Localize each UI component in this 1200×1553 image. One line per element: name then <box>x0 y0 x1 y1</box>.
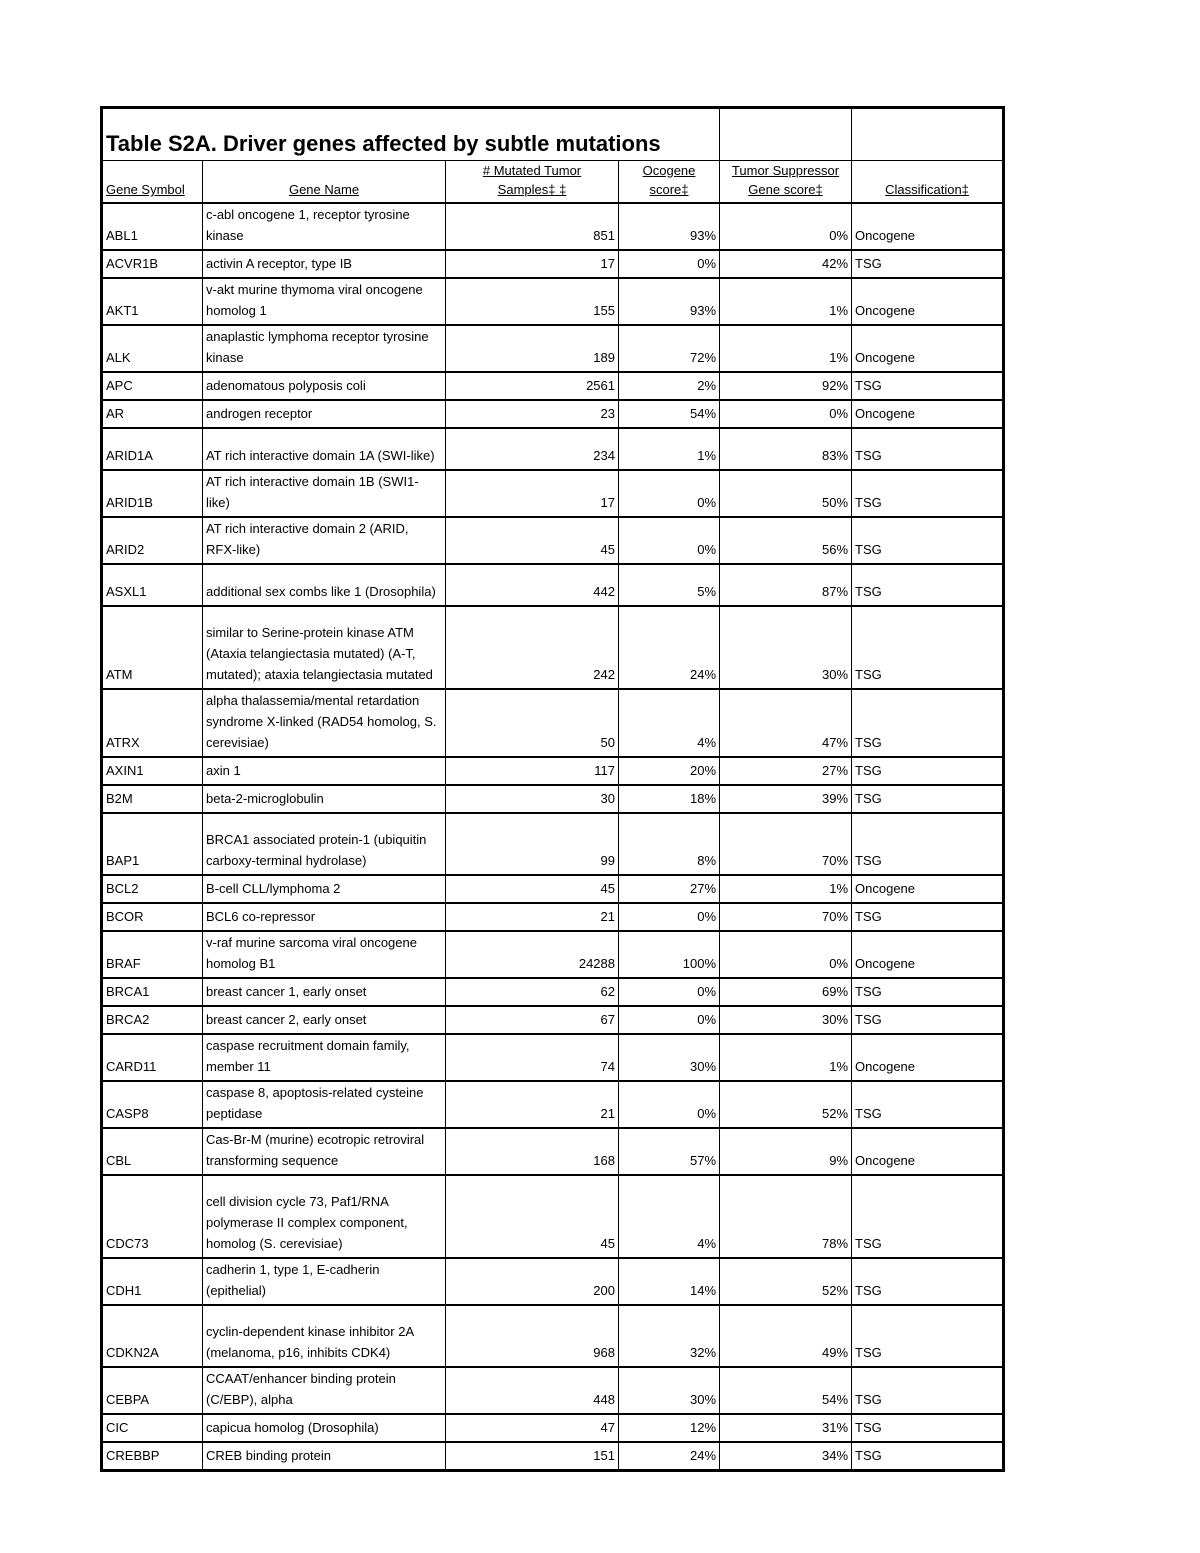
table-row <box>102 931 1004 978</box>
table-row <box>102 1175 1004 1258</box>
tsg-score-cell: 30% <box>720 1006 852 1034</box>
mutated-samples-cell: 45 <box>446 875 619 903</box>
gene-name-cell: AT rich interactive domain 1B (SWI1-like) <box>203 470 446 517</box>
oncogene-score-cell: 57% <box>619 1128 720 1175</box>
gene-symbol-cell: CEBPA <box>102 1367 203 1414</box>
gene-name-cell: cyclin-dependent kinase inhibitor 2A (melanoma, p16, inhibits CDK4) <box>203 1305 446 1367</box>
gene-name-cell: beta-2-microglobulin <box>203 785 446 813</box>
tsg-score-cell: 0% <box>720 400 852 428</box>
mutated-samples-cell: 2561 <box>446 372 619 400</box>
table-row <box>102 1081 1004 1128</box>
gene-symbol-cell: AKT1 <box>102 278 203 325</box>
gene-symbol-cell: ASXL1 <box>102 564 203 606</box>
mutated-samples-cell: 168 <box>446 1128 619 1175</box>
classification-cell: TSG <box>852 1081 1004 1128</box>
classification-cell: TSG <box>852 517 1004 564</box>
oncogene-score-cell: 0% <box>619 903 720 931</box>
mutated-samples-cell: 117 <box>446 757 619 785</box>
mutated-samples-cell: 99 <box>446 813 619 875</box>
title-empty-cell <box>720 108 852 161</box>
gene-name-cell: c-abl oncogene 1, receptor tyrosine kinase <box>203 203 446 250</box>
mutated-samples-cell: 442 <box>446 564 619 606</box>
gene-symbol-cell: APC <box>102 372 203 400</box>
tsg-score-cell: 70% <box>720 813 852 875</box>
table-row <box>102 325 1004 372</box>
tsg-score-cell: 69% <box>720 978 852 1006</box>
oncogene-score-cell: 18% <box>619 785 720 813</box>
gene-symbol-cell: AXIN1 <box>102 757 203 785</box>
mutated-samples-cell: 74 <box>446 1034 619 1081</box>
table-row <box>102 1414 1004 1442</box>
gene-name-cell: activin A receptor, type IB <box>203 250 446 278</box>
mutated-samples-cell: 24288 <box>446 931 619 978</box>
gene-symbol-cell: ARID1B <box>102 470 203 517</box>
table-row <box>102 606 1004 689</box>
gene-symbol-cell: CDH1 <box>102 1258 203 1305</box>
tsg-score-cell: 49% <box>720 1305 852 1367</box>
header-tsg-score <box>720 161 852 204</box>
gene-name-cell: breast cancer 1, early onset <box>203 978 446 1006</box>
gene-symbol-cell: BCOR <box>102 903 203 931</box>
table-row <box>102 903 1004 931</box>
classification-cell: TSG <box>852 1258 1004 1305</box>
mutated-samples-cell: 62 <box>446 978 619 1006</box>
table-row <box>102 250 1004 278</box>
mutated-samples-cell: 151 <box>446 1442 619 1470</box>
classification-cell: Oncogene <box>852 1128 1004 1175</box>
table-row <box>102 470 1004 517</box>
table-row <box>102 372 1004 400</box>
header-oncogene-score <box>619 161 720 204</box>
tsg-score-cell: 92% <box>720 372 852 400</box>
table-row <box>102 1006 1004 1034</box>
table-title: Table S2A. Driver genes affected by subtle mutations <box>102 108 720 161</box>
gene-symbol-cell: CASP8 <box>102 1081 203 1128</box>
classification-cell: TSG <box>852 470 1004 517</box>
table-row <box>102 1442 1004 1470</box>
gene-name-cell: Cas-Br-M (murine) ecotropic retroviral transforming sequence <box>203 1128 446 1175</box>
gene-symbol-cell: ABL1 <box>102 203 203 250</box>
tsg-score-cell: 52% <box>720 1258 852 1305</box>
header-oncogene-score-line2: score‡ <box>649 182 689 197</box>
oncogene-score-cell: 93% <box>619 203 720 250</box>
gene-symbol-cell: BRCA1 <box>102 978 203 1006</box>
mutated-samples-cell: 189 <box>446 325 619 372</box>
table-row <box>102 1258 1004 1305</box>
gene-symbol-cell: CDC73 <box>102 1175 203 1258</box>
gene-name-cell: caspase 8, apoptosis-related cysteine peptidase <box>203 1081 446 1128</box>
classification-cell: TSG <box>852 689 1004 757</box>
tsg-score-cell: 56% <box>720 517 852 564</box>
gene-symbol-cell: ARID1A <box>102 428 203 470</box>
mutated-samples-cell: 234 <box>446 428 619 470</box>
classification-cell: Oncogene <box>852 278 1004 325</box>
mutated-samples-cell: 448 <box>446 1367 619 1414</box>
tsg-score-cell: 70% <box>720 903 852 931</box>
oncogene-score-cell: 20% <box>619 757 720 785</box>
classification-cell: TSG <box>852 813 1004 875</box>
classification-cell: TSG <box>852 1442 1004 1470</box>
oncogene-score-cell: 30% <box>619 1034 720 1081</box>
gene-symbol-cell: CDKN2A <box>102 1305 203 1367</box>
gene-name-cell: adenomatous polyposis coli <box>203 372 446 400</box>
classification-cell: TSG <box>852 428 1004 470</box>
gene-symbol-cell: B2M <box>102 785 203 813</box>
oncogene-score-cell: 24% <box>619 606 720 689</box>
header-classification <box>852 161 1004 204</box>
table-row <box>102 813 1004 875</box>
gene-name-cell: AT rich interactive domain 1A (SWI-like) <box>203 428 446 470</box>
mutated-samples-cell: 47 <box>446 1414 619 1442</box>
gene-name-cell: BRCA1 associated protein-1 (ubiquitin carboxy-terminal hydrolase) <box>203 813 446 875</box>
header-row <box>102 161 1004 204</box>
tsg-score-cell: 30% <box>720 606 852 689</box>
oncogene-score-cell: 100% <box>619 931 720 978</box>
table-row <box>102 428 1004 470</box>
gene-symbol-cell: AR <box>102 400 203 428</box>
oncogene-score-cell: 4% <box>619 1175 720 1258</box>
mutated-samples-cell: 242 <box>446 606 619 689</box>
classification-cell: TSG <box>852 903 1004 931</box>
table-row <box>102 517 1004 564</box>
title-empty-cell <box>852 108 1004 161</box>
oncogene-score-cell: 54% <box>619 400 720 428</box>
oncogene-score-cell: 32% <box>619 1305 720 1367</box>
gene-symbol-cell: CREBBP <box>102 1442 203 1470</box>
gene-name-cell: androgen receptor <box>203 400 446 428</box>
oncogene-score-cell: 24% <box>619 1442 720 1470</box>
gene-name-cell: breast cancer 2, early onset <box>203 1006 446 1034</box>
gene-name-cell: cadherin 1, type 1, E-cadherin (epithelial) <box>203 1258 446 1305</box>
classification-cell: TSG <box>852 564 1004 606</box>
gene-name-cell: similar to Serine-protein kinase ATM (Ataxia telangiectasia mutated) (A-T, mutated); ataxia telangiectasia mutated <box>203 606 446 689</box>
tsg-score-cell: 0% <box>720 931 852 978</box>
mutated-samples-cell: 67 <box>446 1006 619 1034</box>
tsg-score-cell: 1% <box>720 875 852 903</box>
tsg-score-cell: 83% <box>720 428 852 470</box>
classification-cell: TSG <box>852 1006 1004 1034</box>
tsg-score-cell: 50% <box>720 470 852 517</box>
gene-name-cell: cell division cycle 73, Paf1/RNA polymerase II complex component, homolog (S. cerevisiae) <box>203 1175 446 1258</box>
tsg-score-cell: 1% <box>720 278 852 325</box>
oncogene-score-cell: 72% <box>619 325 720 372</box>
classification-cell: Oncogene <box>852 875 1004 903</box>
tsg-score-cell: 78% <box>720 1175 852 1258</box>
oncogene-score-cell: 0% <box>619 250 720 278</box>
header-gene-name-text: Gene Name <box>288 182 360 197</box>
tsg-score-cell: 54% <box>720 1367 852 1414</box>
header-tsg-score-line2: Gene score‡ <box>748 182 823 197</box>
table-row <box>102 564 1004 606</box>
oncogene-score-cell: 0% <box>619 470 720 517</box>
classification-cell: TSG <box>852 1175 1004 1258</box>
table-row <box>102 785 1004 813</box>
oncogene-score-cell: 0% <box>619 1081 720 1128</box>
gene-symbol-cell: BRCA2 <box>102 1006 203 1034</box>
table-row <box>102 1128 1004 1175</box>
tsg-score-cell: 87% <box>720 564 852 606</box>
tsg-score-cell: 1% <box>720 1034 852 1081</box>
tsg-score-cell: 34% <box>720 1442 852 1470</box>
gene-name-cell: AT rich interactive domain 2 (ARID, RFX-like) <box>203 517 446 564</box>
mutated-samples-cell: 45 <box>446 1175 619 1258</box>
gene-name-cell: capicua homolog (Drosophila) <box>203 1414 446 1442</box>
classification-cell: Oncogene <box>852 400 1004 428</box>
classification-cell: Oncogene <box>852 931 1004 978</box>
gene-symbol-cell: BRAF <box>102 931 203 978</box>
header-gene-symbol-text: Gene Symbol <box>106 182 185 197</box>
oncogene-score-cell: 8% <box>619 813 720 875</box>
mutated-samples-cell: 968 <box>446 1305 619 1367</box>
tsg-score-cell: 0% <box>720 203 852 250</box>
table-row <box>102 203 1004 250</box>
mutated-samples-cell: 155 <box>446 278 619 325</box>
mutated-samples-cell: 851 <box>446 203 619 250</box>
mutated-samples-cell: 30 <box>446 785 619 813</box>
tsg-score-cell: 1% <box>720 325 852 372</box>
tsg-score-cell: 31% <box>720 1414 852 1442</box>
tsg-score-cell: 47% <box>720 689 852 757</box>
classification-cell: Oncogene <box>852 203 1004 250</box>
mutated-samples-cell: 23 <box>446 400 619 428</box>
driver-genes-table <box>100 106 1005 1472</box>
gene-name-cell: B-cell CLL/lymphoma 2 <box>203 875 446 903</box>
gene-name-cell: v-akt murine thymoma viral oncogene homolog 1 <box>203 278 446 325</box>
mutated-samples-cell: 45 <box>446 517 619 564</box>
table-row <box>102 875 1004 903</box>
gene-name-cell: CREB binding protein <box>203 1442 446 1470</box>
oncogene-score-cell: 4% <box>619 689 720 757</box>
gene-symbol-cell: ARID2 <box>102 517 203 564</box>
gene-symbol-cell: ACVR1B <box>102 250 203 278</box>
classification-cell: Oncogene <box>852 1034 1004 1081</box>
classification-cell: TSG <box>852 785 1004 813</box>
oncogene-score-cell: 12% <box>619 1414 720 1442</box>
gene-name-cell: alpha thalassemia/mental retardation syndrome X-linked (RAD54 homolog, S. cerevisiae) <box>203 689 446 757</box>
classification-cell: TSG <box>852 606 1004 689</box>
table-row <box>102 1305 1004 1367</box>
header-mutated-samples-line2: Samples‡ ‡ <box>497 182 567 197</box>
gene-name-cell: anaplastic lymphoma receptor tyrosine kinase <box>203 325 446 372</box>
gene-name-cell: axin 1 <box>203 757 446 785</box>
gene-symbol-cell: CBL <box>102 1128 203 1175</box>
gene-symbol-cell: ATRX <box>102 689 203 757</box>
mutated-samples-cell: 17 <box>446 250 619 278</box>
header-mutated-samples <box>446 161 619 204</box>
table-row <box>102 689 1004 757</box>
tsg-score-cell: 27% <box>720 757 852 785</box>
classification-cell: TSG <box>852 250 1004 278</box>
gene-name-cell: CCAAT/enhancer binding protein (C/EBP), alpha <box>203 1367 446 1414</box>
oncogene-score-cell: 2% <box>619 372 720 400</box>
mutated-samples-cell: 200 <box>446 1258 619 1305</box>
gene-symbol-cell: BCL2 <box>102 875 203 903</box>
title-row <box>102 108 1004 161</box>
oncogene-score-cell: 0% <box>619 517 720 564</box>
header-gene-name <box>203 161 446 204</box>
oncogene-score-cell: 0% <box>619 1006 720 1034</box>
gene-symbol-cell: CIC <box>102 1414 203 1442</box>
table-row <box>102 1034 1004 1081</box>
gene-symbol-cell: CARD11 <box>102 1034 203 1081</box>
oncogene-score-cell: 5% <box>619 564 720 606</box>
gene-symbol-cell: ALK <box>102 325 203 372</box>
oncogene-score-cell: 93% <box>619 278 720 325</box>
gene-symbol-cell: ATM <box>102 606 203 689</box>
header-classification-text: Classification‡ <box>885 182 969 197</box>
classification-cell: TSG <box>852 1367 1004 1414</box>
mutated-samples-cell: 17 <box>446 470 619 517</box>
oncogene-score-cell: 30% <box>619 1367 720 1414</box>
gene-name-cell: caspase recruitment domain family, member 11 <box>203 1034 446 1081</box>
header-oncogene-score-line1: Ocogene <box>642 163 696 178</box>
gene-symbol-cell: BAP1 <box>102 813 203 875</box>
classification-cell: TSG <box>852 1414 1004 1442</box>
mutated-samples-cell: 50 <box>446 689 619 757</box>
tsg-score-cell: 39% <box>720 785 852 813</box>
classification-cell: TSG <box>852 757 1004 785</box>
header-mutated-samples-line1: # Mutated Tumor <box>482 163 582 178</box>
classification-cell: TSG <box>852 978 1004 1006</box>
oncogene-score-cell: 27% <box>619 875 720 903</box>
classification-cell: TSG <box>852 1305 1004 1367</box>
table-row <box>102 757 1004 785</box>
header-tsg-score-line1: Tumor Suppressor <box>731 163 840 178</box>
gene-name-cell: additional sex combs like 1 (Drosophila) <box>203 564 446 606</box>
table-row <box>102 1367 1004 1414</box>
table-row <box>102 978 1004 1006</box>
oncogene-score-cell: 1% <box>619 428 720 470</box>
oncogene-score-cell: 0% <box>619 978 720 1006</box>
oncogene-score-cell: 14% <box>619 1258 720 1305</box>
mutated-samples-cell: 21 <box>446 1081 619 1128</box>
tsg-score-cell: 9% <box>720 1128 852 1175</box>
classification-cell: TSG <box>852 372 1004 400</box>
table-row <box>102 278 1004 325</box>
tsg-score-cell: 52% <box>720 1081 852 1128</box>
tsg-score-cell: 42% <box>720 250 852 278</box>
header-gene-symbol <box>102 161 203 204</box>
classification-cell: Oncogene <box>852 325 1004 372</box>
mutated-samples-cell: 21 <box>446 903 619 931</box>
gene-name-cell: v-raf murine sarcoma viral oncogene homolog B1 <box>203 931 446 978</box>
table-row <box>102 400 1004 428</box>
gene-name-cell: BCL6 co-repressor <box>203 903 446 931</box>
